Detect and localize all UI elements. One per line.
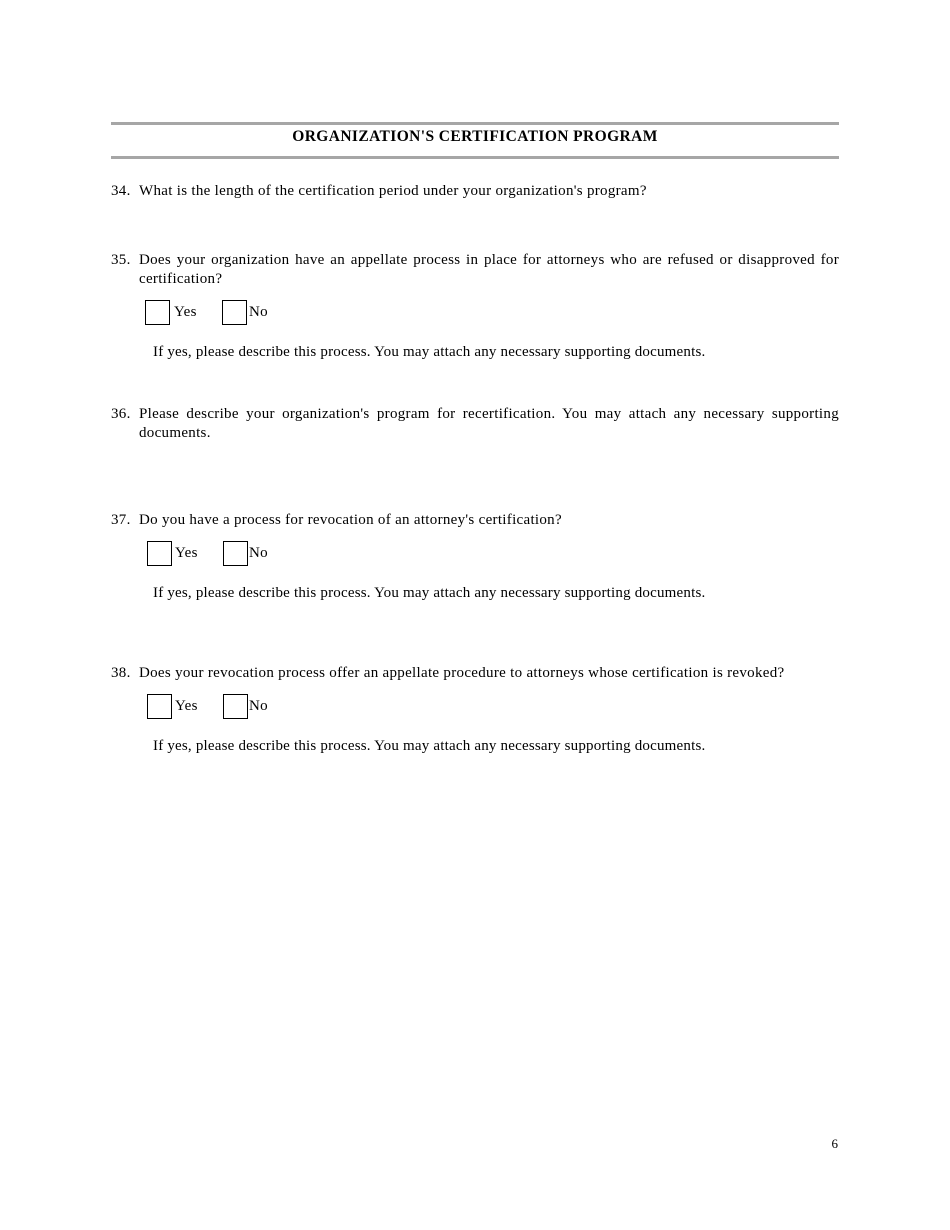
question-37-no-checkbox[interactable] xyxy=(223,541,248,566)
question-35-yes-checkbox[interactable] xyxy=(145,300,170,325)
question-37-yes-label: Yes xyxy=(175,545,198,561)
question-36-text: Please describe your organization's program for recertification. You may attach any necessary supporting documents. xyxy=(139,406,839,441)
question-38-no-checkbox[interactable] xyxy=(223,694,248,719)
question-34-number: 34. xyxy=(111,183,131,199)
question-38-yes-checkbox[interactable] xyxy=(147,694,172,719)
question-38-yes-label: Yes xyxy=(175,698,198,714)
question-35-number: 35. xyxy=(111,252,131,268)
page-number: 6 xyxy=(831,1136,838,1151)
question-37-number: 37. xyxy=(111,512,131,528)
question-37-no-label: No xyxy=(249,545,268,561)
question-36-number: 36. xyxy=(111,406,131,422)
question-35-text: Does your organization have an appellate process in place for attorneys who are refused or disapproved for certification? xyxy=(139,252,839,287)
section-title: ORGANIZATION'S CERTIFICATION PROGRAM xyxy=(292,128,658,145)
question-37-note: If yes, please describe this process. You may attach any necessary supporting documents. xyxy=(153,585,706,601)
header-top-rule xyxy=(111,122,839,125)
question-38-text: Does your revocation process offer an appellate procedure to attorneys whose certification is revoked? xyxy=(139,665,785,681)
question-34-text: What is the length of the certification period under your organization's program? xyxy=(139,183,647,199)
question-35-note: If yes, please describe this process. You may attach any necessary supporting documents. xyxy=(153,344,706,360)
question-35-yes-label: Yes xyxy=(174,304,197,320)
question-35-no-checkbox[interactable] xyxy=(222,300,247,325)
question-38-note: If yes, please describe this process. You may attach any necessary supporting documents. xyxy=(153,738,706,754)
question-35-no-label: No xyxy=(249,304,268,320)
header-bottom-rule xyxy=(111,156,839,159)
question-38-number: 38. xyxy=(111,665,131,681)
question-37-yes-checkbox[interactable] xyxy=(147,541,172,566)
question-37-text: Do you have a process for revocation of an attorney's certification? xyxy=(139,512,562,528)
question-38-no-label: No xyxy=(249,698,268,714)
